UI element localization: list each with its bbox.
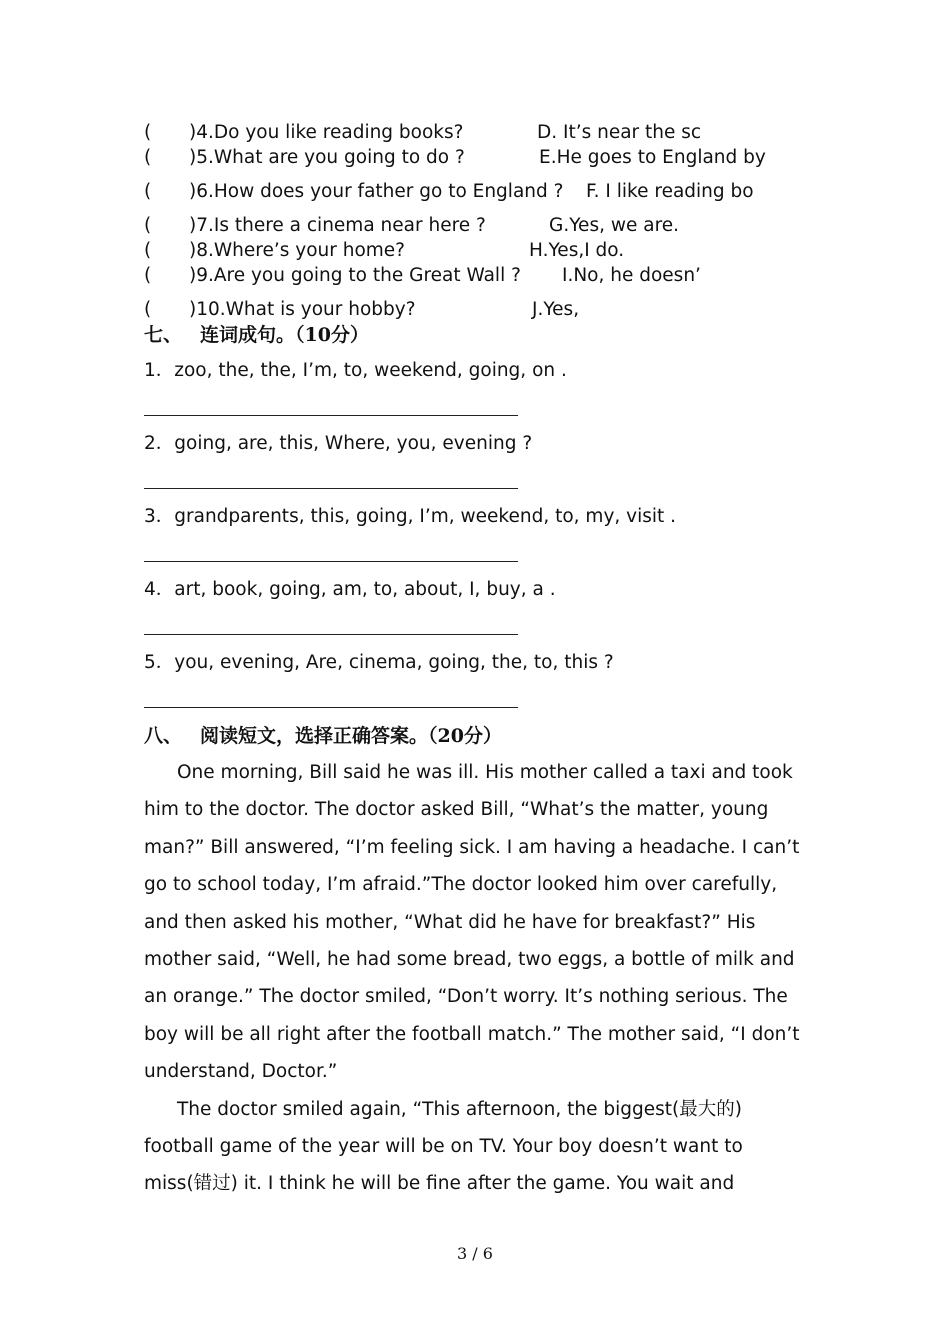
sentence-3: 3．grandparents, this, going, I’m, weekend, to, my, visit . [144, 506, 677, 527]
page-number: 3 / 6 [457, 1244, 493, 1263]
answer-line-5[interactable] [144, 707, 518, 708]
answer-paren: ( [144, 122, 152, 143]
answer-option: I.No, he doesn’ [562, 265, 701, 286]
question-text: )9.Are you going to the Great Wall ? [189, 265, 521, 286]
section-8-heading [144, 723, 502, 749]
answer-line-2[interactable] [144, 488, 518, 489]
question-text: )8.Where’s your home? [189, 240, 405, 261]
answer-paren: ( [144, 240, 152, 261]
sentence-4: 4．art, book, going, am, to, about, I, buy, a . [144, 579, 556, 600]
answer-option: F. I like reading bo [586, 181, 754, 202]
question-text: )5.What are you going to do ? [189, 147, 465, 168]
sentence-1: 1．zoo, the, the, I’m, to, weekend, going, on . [144, 360, 567, 381]
answer-line-4[interactable] [144, 634, 518, 635]
reading-passage [144, 754, 804, 1203]
answer-option: H.Yes,I do. [529, 240, 625, 261]
section-7-title: 连词成句。（10分） [200, 324, 369, 346]
section-7-number: 七、 [144, 324, 183, 346]
answer-paren: ( [144, 299, 152, 320]
answer-paren: ( [144, 147, 152, 168]
passage-paragraph-2: The doctor smiled again, “This afternoon, the biggest(最大的) football game of the year will be on TV. Your boy doesn’t want to miss(错过) it. I think he will be fine after the game. You wait and [144, 1098, 743, 1195]
answer-option: E.He goes to England by [539, 147, 766, 168]
answer-option: G.Yes, we are. [549, 215, 680, 236]
question-text: )7.Is there a cinema near here ? [189, 215, 486, 236]
passage-paragraph-1: One morning, Bill said he was ill. His mother called a taxi and took him to the doctor. The doctor asked Bill, “What’s the matter, young man?” Bill answered, “I’m feeling sick. I am having a headache. I can’t go to school today, I’m afraid.”The doctor looked him over carefully, and then asked his mother, “What did he have for breakfast?” His mother said, “Well, he had some bread, two eggs, a bottle of milk and an orange.” The doctor smiled, “Don’t worry. It’s nothing serious. The boy will be all right after the football match.” The mother said, “I don’t understand, Doctor.” [144, 762, 800, 1083]
section-7-heading [144, 322, 369, 348]
section-8-title: 阅读短文，选择正确答案。（20分） [200, 725, 502, 747]
answer-line-1[interactable] [144, 415, 518, 416]
sentence-2: 2．going, are, this, Where, you, evening ? [144, 433, 533, 454]
question-text: )4.Do you like reading books? [189, 122, 464, 143]
answer-option: D. It’s near the sc [537, 122, 702, 143]
sentence-5: 5．you, evening, Are, cinema, going, the, to, this ? [144, 652, 614, 673]
answer-paren: ( [144, 215, 152, 236]
question-text: )10.What is your hobby? [189, 299, 416, 320]
answer-line-3[interactable] [144, 561, 518, 562]
section-8-number: 八、 [144, 725, 183, 747]
answer-paren: ( [144, 181, 152, 202]
answer-option: J.Yes, [532, 299, 580, 320]
question-text: )6.How does your father go to England ? [189, 181, 564, 202]
answer-paren: ( [144, 265, 152, 286]
